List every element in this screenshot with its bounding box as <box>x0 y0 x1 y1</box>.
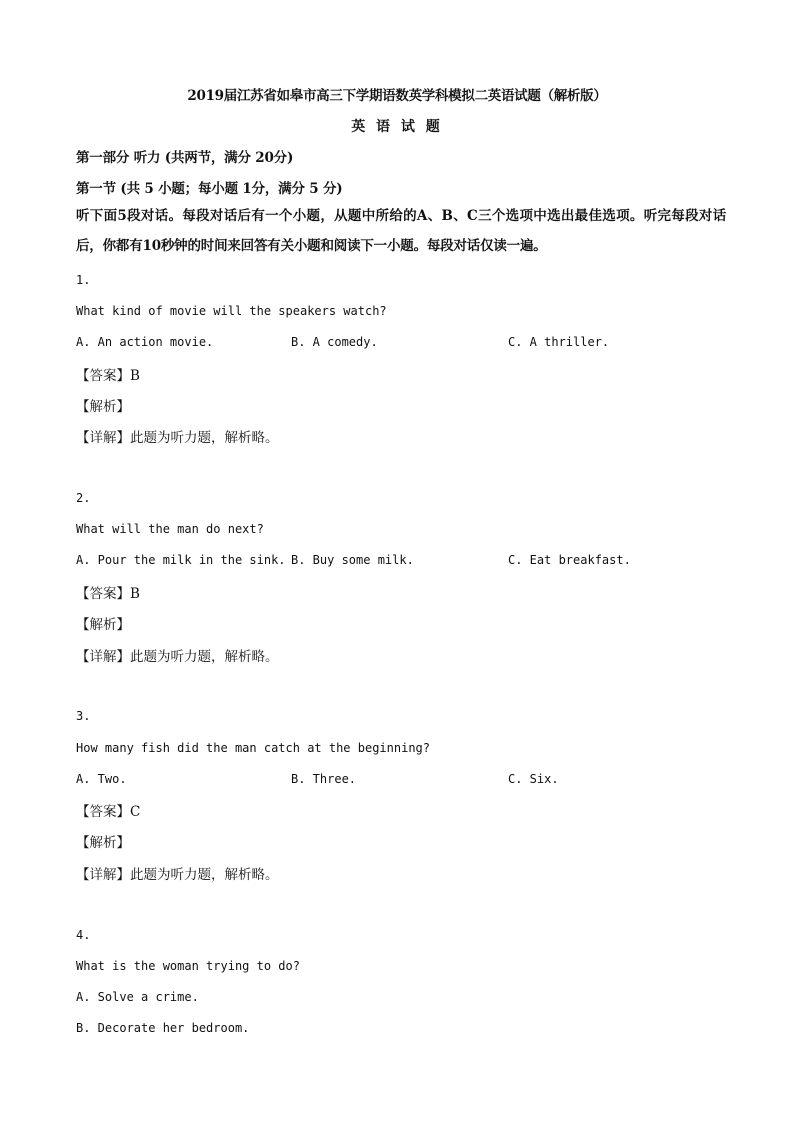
detail-text: 【详解】此题为听力题，解析略。 <box>76 649 279 665</box>
question-number: 3. <box>76 709 91 723</box>
option-c: C. Eat breakfast. <box>508 553 631 567</box>
document-title: 2019届江苏省如皋市高三下学期语数英学科模拟二英语试题（解析版） <box>187 88 607 104</box>
question-stem: What is the woman trying to do? <box>76 959 300 973</box>
option-b: B. Three. <box>291 772 357 786</box>
subsection-heading: 第一节 (共 5 小题；每小题 1分，满分 5 分) <box>76 181 343 197</box>
document-subtitle: 英 语 试 题 <box>351 119 443 135</box>
option-c: C. A thriller. <box>508 335 610 349</box>
question-number: 4. <box>76 928 91 942</box>
option-a: A. Pour the milk in the sink. <box>76 553 286 567</box>
option-c: C. Six. <box>508 772 559 786</box>
question-stem: How many fish did the man catch at the beginning? <box>76 741 431 755</box>
detail-text: 【详解】此题为听力题，解析略。 <box>76 430 279 446</box>
analysis-label: 【解析】 <box>76 399 130 415</box>
answer-label: 【答案】C <box>76 804 141 820</box>
option-a: A. Solve a crime. <box>76 990 199 1004</box>
question-number: 1. <box>76 273 91 287</box>
analysis-label: 【解析】 <box>76 835 130 851</box>
answer-label: 【答案】B <box>76 586 140 602</box>
question-number: 2. <box>76 491 91 505</box>
option-a: A. Two. <box>76 772 127 786</box>
detail-text: 【详解】此题为听力题，解析略。 <box>76 867 279 883</box>
analysis-label: 【解析】 <box>76 617 130 633</box>
instructions: 听下面5段对话。每段对话后有一个小题，从题中所给的A、B、C三个选项中选出最佳选项。听完每段对话后，你都有10秒钟的时间来回答有关小题和阅读下一小题。每段对话仅读一遍。 <box>76 208 726 254</box>
part-heading: 第一部分 听力 (共两节，满分 20分) <box>76 150 294 166</box>
option-a: A. An action movie. <box>76 335 214 349</box>
option-b: B. Decorate her bedroom. <box>76 1021 250 1035</box>
question-stem: What kind of movie will the speakers watch? <box>76 304 387 318</box>
question-stem: What will the man do next? <box>76 522 264 536</box>
option-b: B. A comedy. <box>291 335 378 349</box>
option-b: B. Buy some milk. <box>291 553 414 567</box>
answer-label: 【答案】B <box>76 368 140 384</box>
